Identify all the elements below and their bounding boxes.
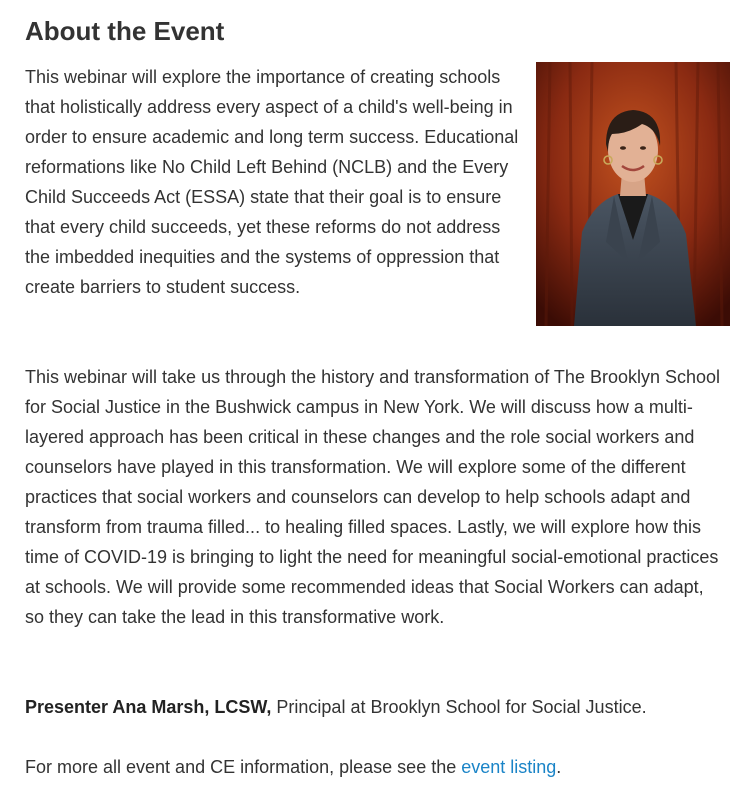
description-paragraph: This webinar will take us through the history and transformation of The Brooklyn School for Social Justice in the Bushwick campus in New York. We will discuss how a multi-layered approach has been critical in these changes and the role social workers and counselors have played in this transformation. We will explore some of the different practices that social workers and counselors can develop to help schools adapt and transform from trauma filled... to healing filled spaces. Lastly, we will explore how this time of COVID-19 is bringing to light the need for meaningful social-emotional practices at schools. We will provide some recommended ideas that Social Workers can adapt, so they can take the lead in this transformative work. <box>25 367 721 627</box>
presenter-line <box>25 692 725 722</box>
presenter-name: Presenter Ana Marsh, LCSW, <box>25 697 272 717</box>
presenter-role: Principal at Brooklyn School for Social Justice. <box>271 697 647 717</box>
section-heading: About the Event <box>25 16 225 46</box>
presenter-photo <box>536 62 730 326</box>
event-listing-link[interactable]: event listing <box>461 757 557 777</box>
more-info-line <box>25 752 725 782</box>
more-info-suffix: . <box>556 757 562 777</box>
more-info-prefix: For more all event and CE information, please see the <box>25 757 462 777</box>
intro-paragraph: This webinar will explore the importance of creating schools that holistically address every aspect of a child's well-being in order to ensure academic and long term success. Educational reformations like No Child Left Behind (NCLB) and the Every Child Succeeds Act (ESSA) state that their goal is to ensure that every child succeeds, yet these reforms do not address the imbedded inequities and the systems of oppression that create barriers to student success. <box>25 67 519 297</box>
